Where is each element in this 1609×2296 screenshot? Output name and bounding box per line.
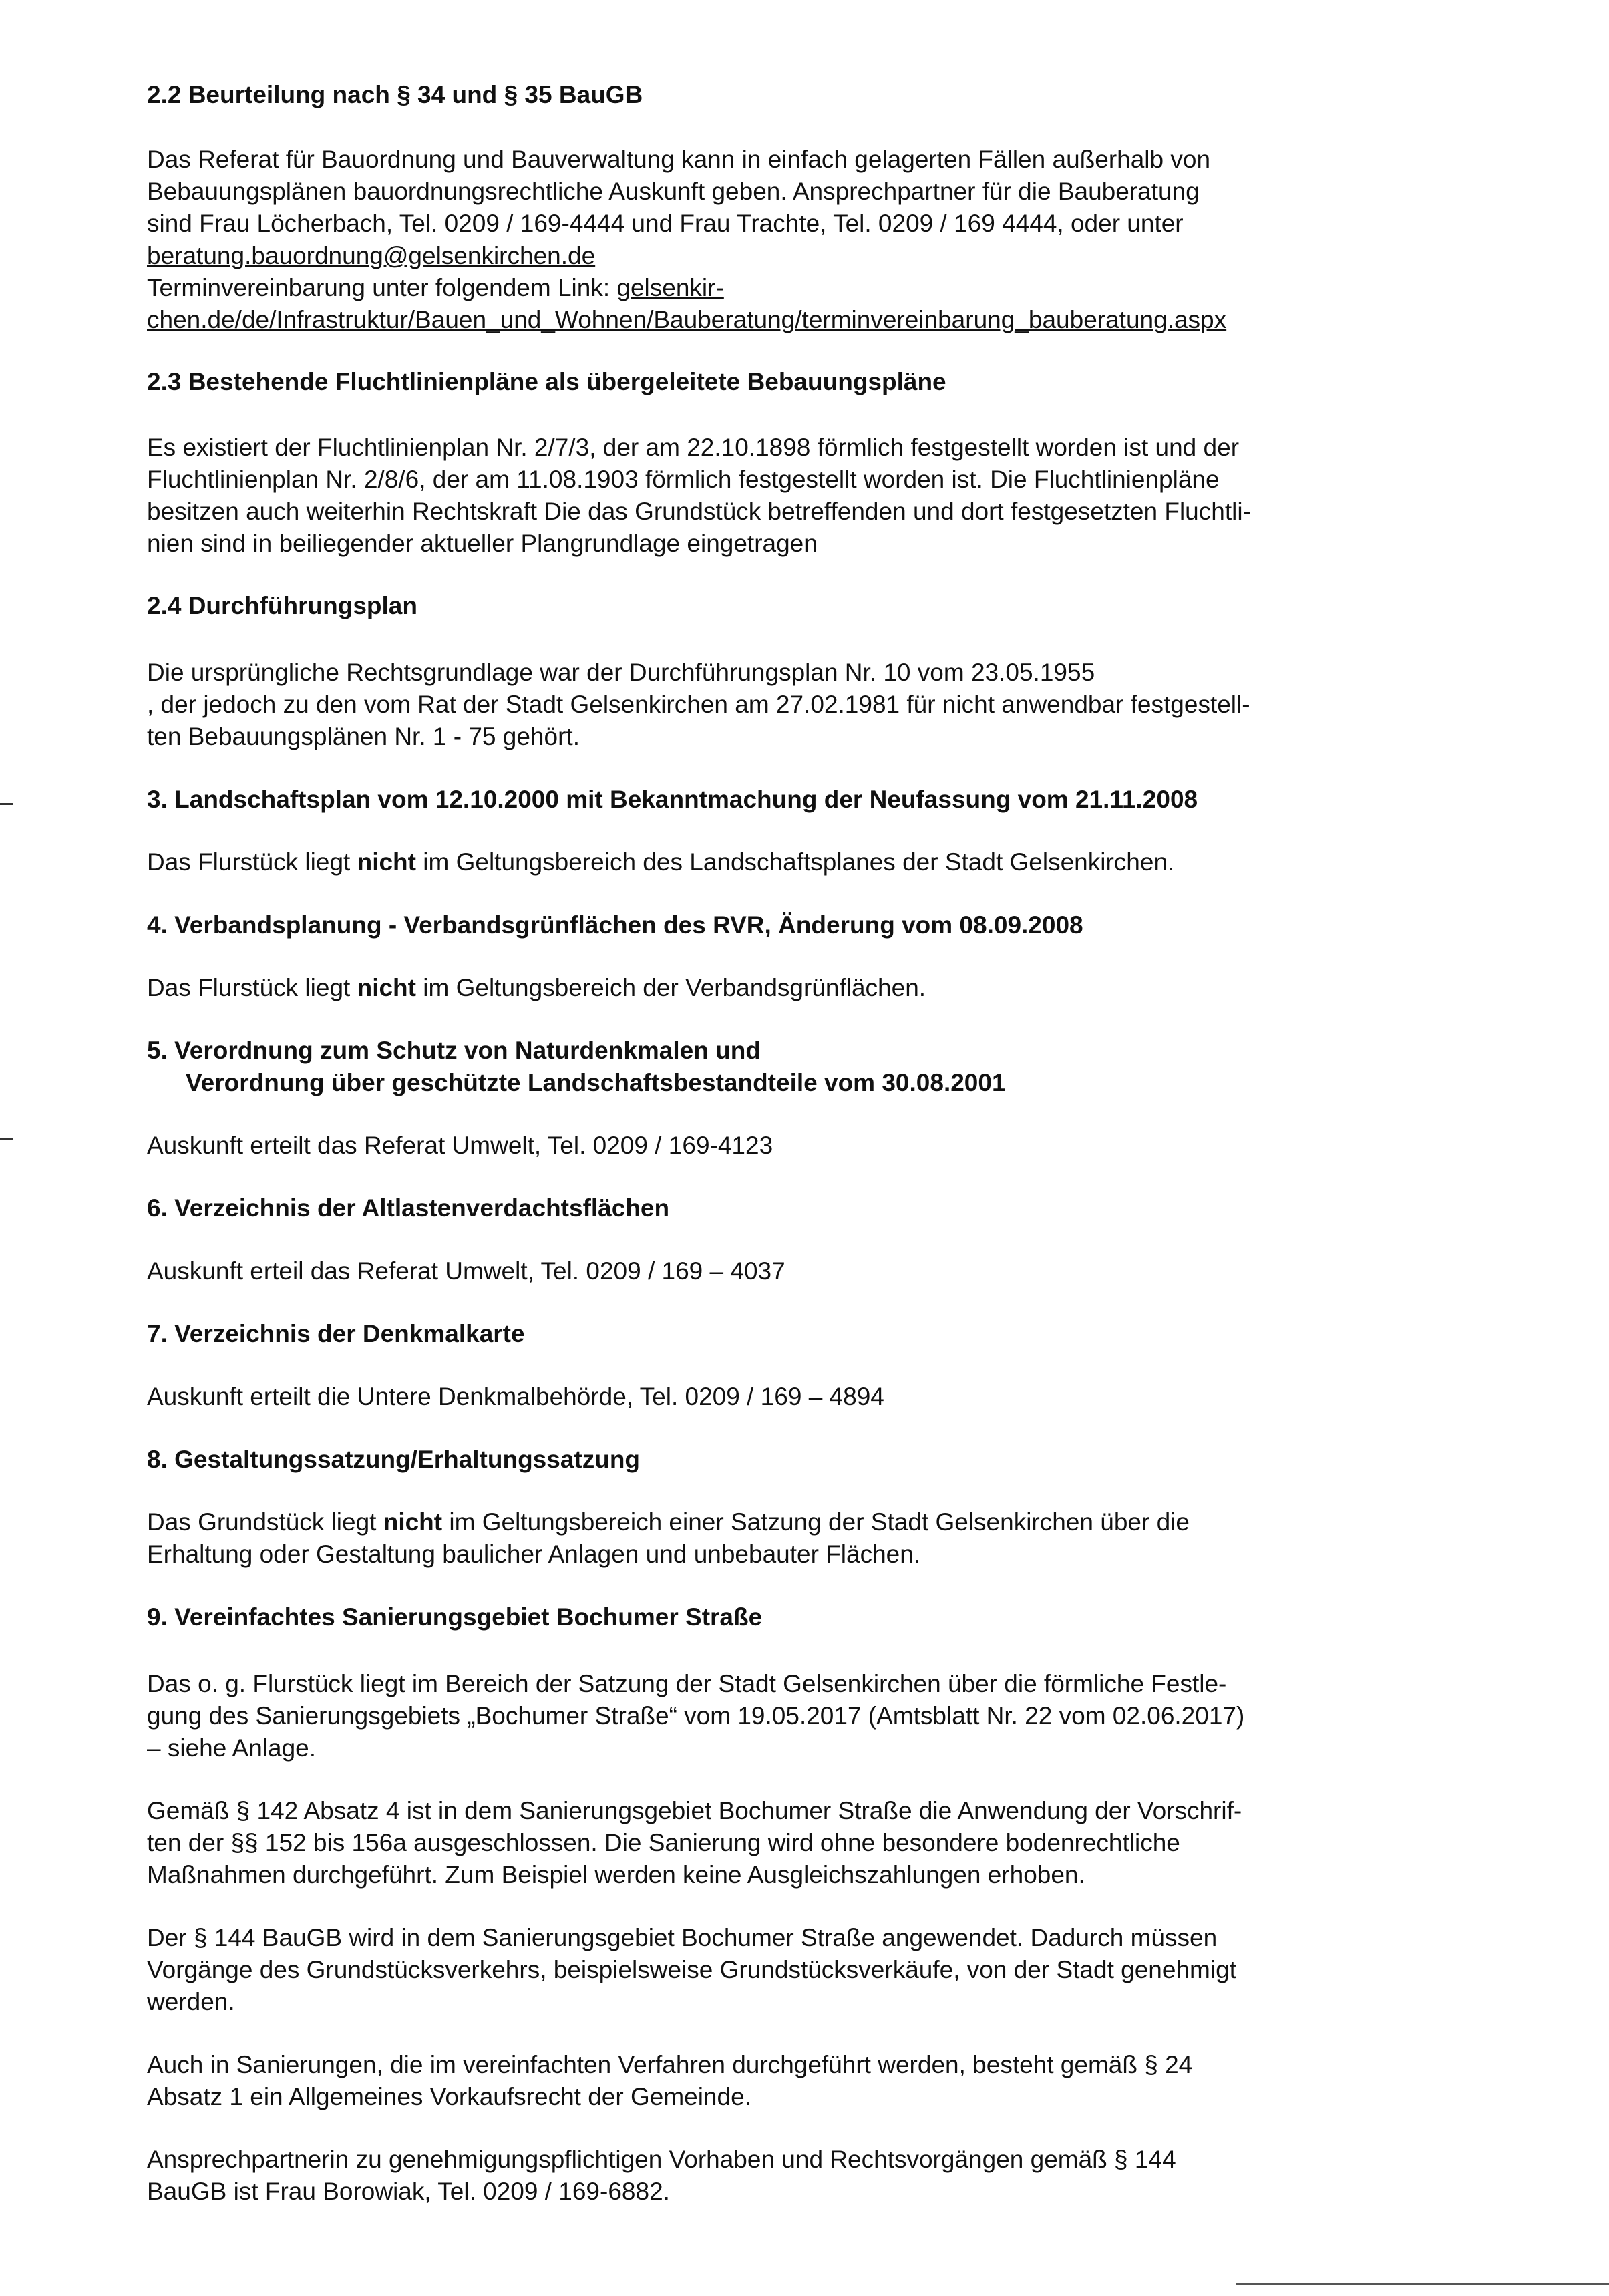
s9-p2-line-1: Gemäß § 142 Absatz 4 ist in dem Sanierungsgebiet Bochumer Straße die Anwendung der Vorschrif-	[147, 1797, 1242, 1824]
s9-p1-line-2: gung des Sanierungsgebiets „Bochumer Straße“ vom 19.05.2017 (Amtsblatt Nr. 22 vom 02.06.2017)	[147, 1702, 1245, 1730]
s9-p2-line-3: Maßnahmen durchgeführt. Zum Beispiel werden keine Ausgleichszahlungen erhoben.	[147, 1861, 1085, 1889]
s23-line-2: Fluchtlinienplan Nr. 2/8/6, der am 11.08.1903 förmlich festgestellt worden ist. Die Fluchtlinienpläne	[147, 466, 1220, 493]
heading-8: 8. Gestaltungssatzung/Erhaltungssatzung	[147, 1446, 641, 1473]
s9-p4-line-1: Auch in Sanierungen, die im vereinfachten Verfahren durchgeführt werden, besteht gemäß § 24	[147, 2051, 1193, 2078]
margin-mark-bottom	[0, 1138, 13, 1140]
heading-5-line-2: Verordnung über geschützte Landschaftsbestandteile vom 30.08.2001	[186, 1069, 1006, 1096]
email-link[interactable]: beratung.bauordnung@gelsenkirchen.de	[147, 242, 596, 269]
s7-text: Auskunft erteilt die Untere Denkmalbehörde, Tel. 0209 / 169 – 4894	[147, 1383, 884, 1410]
booking-link-part-1[interactable]: gelsenkir-	[616, 274, 724, 301]
s23-line-3: besitzen auch weiterhin Rechtskraft Die das Grundstück betreffenden und dort festgesetzten Fluchtli-	[147, 498, 1251, 525]
s9-p1-line-3: – siehe Anlage.	[147, 1734, 317, 1762]
s9-p2-line-2: ten der §§ 152 bis 156a ausgeschlossen. Die Sanierung wird ohne besondere bodenrechtliche	[147, 1829, 1180, 1856]
s24-line-1: Die ursprüngliche Rechtsgrundlage war der Durchführungsplan Nr. 10 vom 23.05.1955	[147, 659, 1095, 686]
s8-emphasis: nicht	[383, 1508, 443, 1536]
heading-4: 4. Verbandsplanung - Verbandsgrünflächen des RVR, Änderung vom 08.09.2008	[147, 911, 1083, 939]
s9-p1-line-1: Das o. g. Flurstück liegt im Bereich der Satzung der Stadt Gelsenkirchen über die förmliche Festle-	[147, 1670, 1227, 1697]
s9-p4-line-2: Absatz 1 ein Allgemeines Vorkaufsrecht der Gemeinde.	[147, 2083, 751, 2110]
heading-2-4: 2.4 Durchführungsplan	[147, 592, 417, 619]
s4-text: Das Flurstück liegt nicht im Geltungsbereich der Verbandsgrünflächen.	[147, 974, 926, 1001]
s6-text: Auskunft erteil das Referat Umwelt, Tel. 0209 / 169 – 4037	[147, 1257, 785, 1285]
s9-p5-line-1: Ansprechpartnerin zu genehmigungspflichtigen Vorhaben und Rechtsvorgängen gemäß § 144	[147, 2146, 1176, 2173]
heading-2-2: 2.2 Beurteilung nach § 34 und § 35 BauGB	[147, 81, 643, 108]
heading-5-line-1: 5. Verordnung zum Schutz von Naturdenkmalen und	[147, 1037, 761, 1064]
s9-p3-line-3: werden.	[147, 1988, 235, 2015]
s24-line-3: ten Bebauungsplänen Nr. 1 - 75 gehört.	[147, 723, 580, 750]
s4-emphasis: nicht	[357, 974, 416, 1001]
s23-line-1: Es existiert der Fluchtlinienplan Nr. 2/7/3, der am 22.10.1898 förmlich festgestellt worden ist und der	[147, 434, 1240, 461]
s9-p5-line-2: BauGB ist Frau Borowiak, Tel. 0209 / 169-6882.	[147, 2178, 670, 2205]
s9-p3-line-2: Vorgänge des Grundstücksverkehrs, beispielsweise Grundstücksverkäufe, von der Stadt genehmigt	[147, 1956, 1236, 1983]
margin-mark-top	[0, 803, 13, 805]
s22-line-1: Das Referat für Bauordnung und Bauverwaltung kann in einfach gelagerten Fällen außerhalb von	[147, 146, 1211, 173]
heading-7: 7. Verzeichnis der Denkmalkarte	[147, 1320, 525, 1347]
s22-line-3: sind Frau Löcherbach, Tel. 0209 / 169-4444 und Frau Trachte, Tel. 0209 / 169 4444, oder unter	[147, 210, 1184, 237]
s8-text-line-2: Erhaltung oder Gestaltung baulicher Anlagen und unbebauter Flächen.	[147, 1540, 921, 1568]
s8-text-line-1: Das Grundstück liegt nicht im Geltungsbereich einer Satzung der Stadt Gelsenkirchen über die	[147, 1508, 1190, 1536]
booking-link-part-2[interactable]: chen.de/de/Infrastruktur/Bauen_und_Wohnen/Bauberatung/terminvereinbarung_bauberatung.aspx	[147, 306, 1227, 333]
link-intro: Terminvereinbarung unter folgendem Link:	[147, 274, 617, 301]
document-body	[147, 79, 1396, 2208]
heading-2-3: 2.3 Bestehende Fluchtlinienpläne als übergeleitete Bebauungspläne	[147, 368, 946, 395]
heading-9: 9. Vereinfachtes Sanierungsgebiet Bochumer Straße	[147, 1603, 763, 1631]
s3-emphasis: nicht	[357, 848, 416, 876]
footer-rule	[1236, 2283, 1609, 2285]
heading-3: 3. Landschaftsplan vom 12.10.2000 mit Bekanntmachung der Neufassung vom 21.11.2008	[147, 786, 1198, 813]
s9-p3-line-1: Der § 144 BauGB wird in dem Sanierungsgebiet Bochumer Straße angewendet. Dadurch müssen	[147, 1924, 1218, 1951]
s5-text: Auskunft erteilt das Referat Umwelt, Tel. 0209 / 169-4123	[147, 1132, 773, 1159]
s22-line-2: Bebauungsplänen bauordnungsrechtliche Auskunft geben. Ansprechpartner für die Bauberatung	[147, 178, 1200, 205]
heading-6: 6. Verzeichnis der Altlastenverdachtsflächen	[147, 1194, 670, 1222]
s23-line-4: nien sind in beiliegender aktueller Plangrundlage eingetragen	[147, 530, 818, 557]
s24-line-2: , der jedoch zu den vom Rat der Stadt Gelsenkirchen am 27.02.1981 für nicht anwendbar festgestell-	[147, 691, 1250, 718]
s3-text: Das Flurstück liegt nicht im Geltungsbereich des Landschaftsplanes der Stadt Gelsenkirchen.	[147, 848, 1175, 876]
